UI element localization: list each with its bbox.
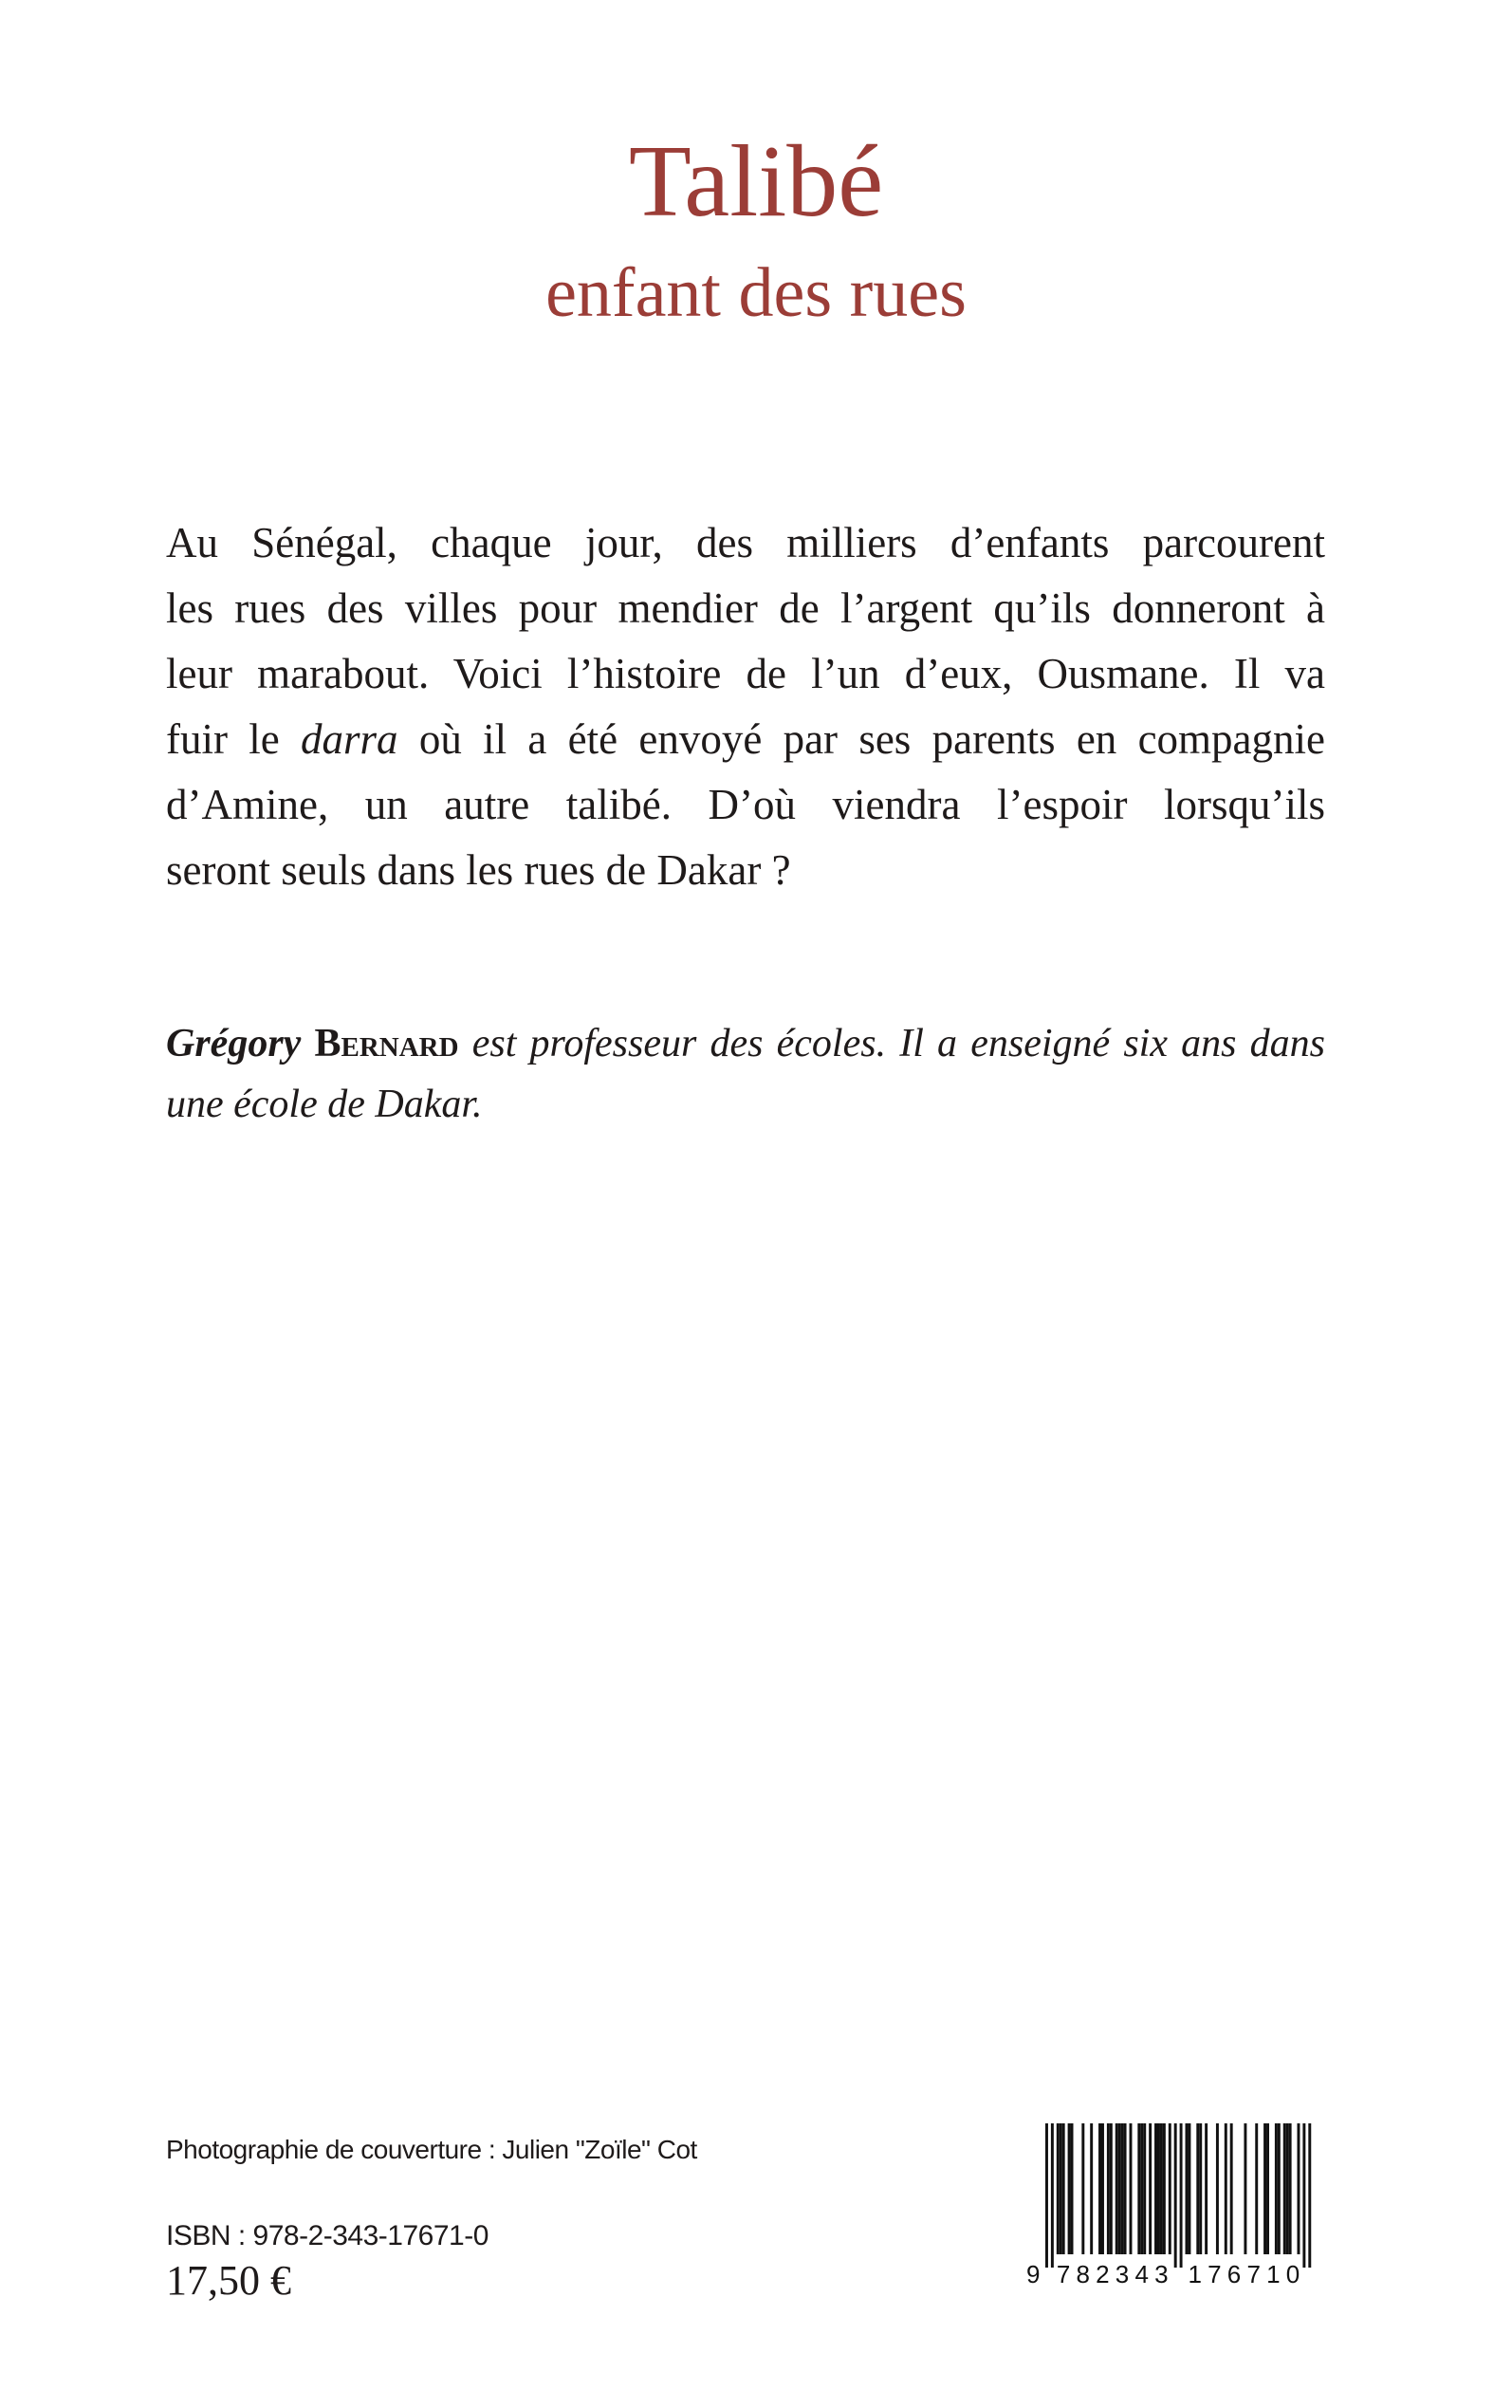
barcode-bar [1230,2123,1233,2254]
barcode-bar [1057,2123,1060,2254]
barcode-bar [1098,2123,1101,2254]
barcode-digit: 2 [1096,2260,1110,2288]
barcode-bar [1174,2123,1177,2268]
barcode-bar [1107,2123,1110,2254]
barcode-digit: 7 [1208,2260,1222,2288]
blurb-line: les rues des villes pour mendier de l’argent qu’ils donneront à [166,584,1325,632]
author-bio-line [166,1013,1325,1074]
barcode-bar [1116,2123,1118,2254]
author-bio [166,1013,1325,1135]
barcode-digit: 6 [1226,2260,1242,2288]
barcode-bar [1137,2123,1140,2254]
author-bio-line: une école de Dakar. [166,1083,483,1126]
barcode-digit: 1 [1188,2260,1202,2288]
blurb-line [166,707,1325,772]
barcode-digit: 9 [1026,2260,1041,2288]
blurb [166,510,1325,903]
barcode-bar [1163,2123,1166,2254]
barcode-bar [1045,2123,1048,2268]
barcode-digit: 3 [1115,2260,1130,2288]
barcode-bar [1121,2123,1124,2254]
blurb-line: Au Sénégal, chaque jour, des milliers d’enfants parcourent [166,519,1325,566]
book-subtitle: enfant des rues [545,254,967,332]
barcode-bar [1110,2123,1113,2254]
barcode-bar [1298,2123,1300,2254]
barcode-bar [1090,2123,1093,2254]
barcode-bar [1160,2123,1163,2254]
barcode-bar [1275,2123,1278,2254]
barcode-bar [1060,2123,1062,2254]
blurb-line: d’Amine, un autre talibé. D’où viendra l’espoir lorsqu’ils [166,781,1325,828]
barcode-digit: 0 [1285,2260,1300,2288]
barcode-bar [1143,2123,1146,2254]
barcode-bar [1149,2123,1152,2254]
blurb-line: seront seuls dans les rues de Dakar ? [166,846,791,894]
barcode-digit: 7 [1246,2260,1261,2288]
author-first-name: Grégory [166,1022,302,1065]
blurb-text: où il a été envoyé par ses parents en compagnie [397,715,1325,763]
barcode-bar [1286,2123,1289,2254]
barcode-digit: 1 [1266,2260,1281,2288]
barcode-bar [1118,2123,1121,2254]
barcode-bar [1124,2123,1127,2254]
barcode-bar [1188,2123,1190,2254]
barcode-bar [1266,2123,1269,2254]
barcode-bar [1283,2123,1286,2254]
photo-credit: Photographie de couverture : Julien "Zoïle" Cot [166,2135,697,2164]
barcode-bar [1216,2123,1219,2254]
author-last-name: Bernard [314,1022,459,1065]
barcode-bar [1278,2123,1281,2254]
price: 17,50 € [166,2257,291,2304]
barcode-bar [1186,2123,1189,2254]
barcode-bar [1130,2123,1133,2254]
barcode-bar [1244,2123,1246,2254]
barcode-bar [1154,2123,1157,2254]
barcode-bar [1225,2123,1227,2254]
barcode [1024,2123,1328,2289]
barcode-bar [1196,2123,1199,2254]
barcode-bar [1289,2123,1292,2254]
barcode-digit: 4 [1134,2260,1149,2288]
barcode-bar [1205,2123,1208,2254]
barcode-bar [1302,2123,1305,2268]
barcode-bar [1199,2123,1202,2254]
barcode-bar [1180,2123,1183,2268]
barcode-bar [1071,2123,1074,2254]
barcode-bar [1081,2123,1084,2254]
blurb-line: leur marabout. Voici l’histoire de l’un d’eux, Ousmane. Il va [166,650,1325,697]
barcode-bar [1140,2123,1143,2254]
barcode-bar [1263,2123,1266,2254]
barcode-bar [1169,2123,1171,2254]
barcode-bar [1157,2123,1160,2254]
blurb-italic-term: darra [301,715,398,763]
author-bio-text: est professeur des écoles. Il a enseigné six ans dans [458,1022,1326,1065]
blurb-text: fuir le [166,715,302,763]
barcode-bar [1255,2123,1258,2254]
isbn: ISBN : 978-2-343-17671-0 [166,2220,489,2251]
barcode-bar [1068,2123,1071,2254]
barcode-digit: 7 [1056,2260,1071,2288]
barcode-bar [1101,2123,1104,2254]
barcode-digit: 8 [1076,2260,1090,2288]
barcode-digit: 3 [1154,2260,1169,2288]
barcode-bar [1062,2123,1065,2254]
barcode-bar [1051,2123,1054,2268]
barcode-bar [1308,2123,1311,2268]
book-title: Talibé [628,125,884,238]
